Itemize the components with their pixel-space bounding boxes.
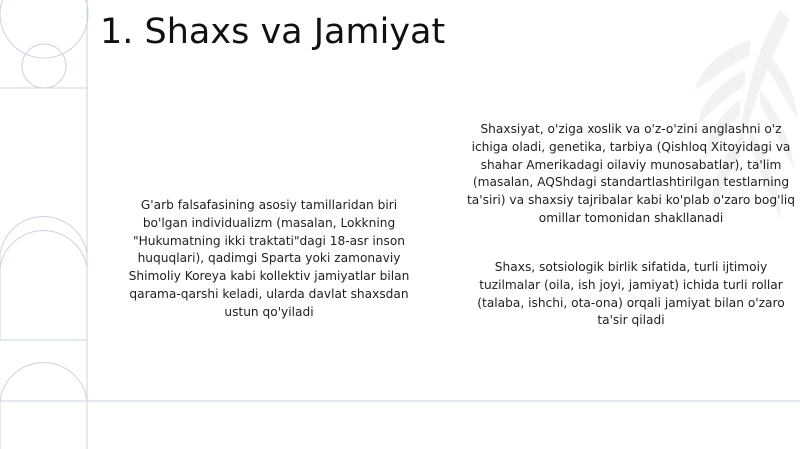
individualism-paragraph: G'arb falsafasining asosiy tamillaridan biri bo'lgan individualizm (masalan, Lokkning "Hukumatning ikki traktati"dagi 18-asr inson huquqlari), qadimgi Sparta yoki zamonaviy Shimoliy Koreya kabi kollektiv jamiyatlar bilan qarama-qarshi keladi, ularda davlat shaxsdan ustun qo'yiladi bbox=[128, 198, 410, 319]
sociological-unit-paragraph: Shaxs, sotsiologik birlik sifatida, turli ijtimoiy tuzilmalar (oila, ish joyi, jamiyat) ichida turli rollar (talaba, ishchi, ota-ona) orqali jamiyat bilan o'zaro ta'sir qiladi bbox=[477, 260, 785, 328]
personality-paragraph: Shaxsiyat, o'ziga xoslik va o'z-o'zini anglashni o'z ichiga oladi, genetika, tarbiya (Qishloq Xitoyidagi va shahar Amerikadagi oilaviy munosabatlar), ta'lim (masalan, AQShdagi standartlashtirilgan testlarning ta'siri) va shaxsiy tajribalar kabi ko'plab o'zaro bog'liq omillar tomonidan shakllanadi bbox=[467, 122, 795, 225]
slide-title: 1. Shaxs va Jamiyat bbox=[100, 12, 446, 52]
